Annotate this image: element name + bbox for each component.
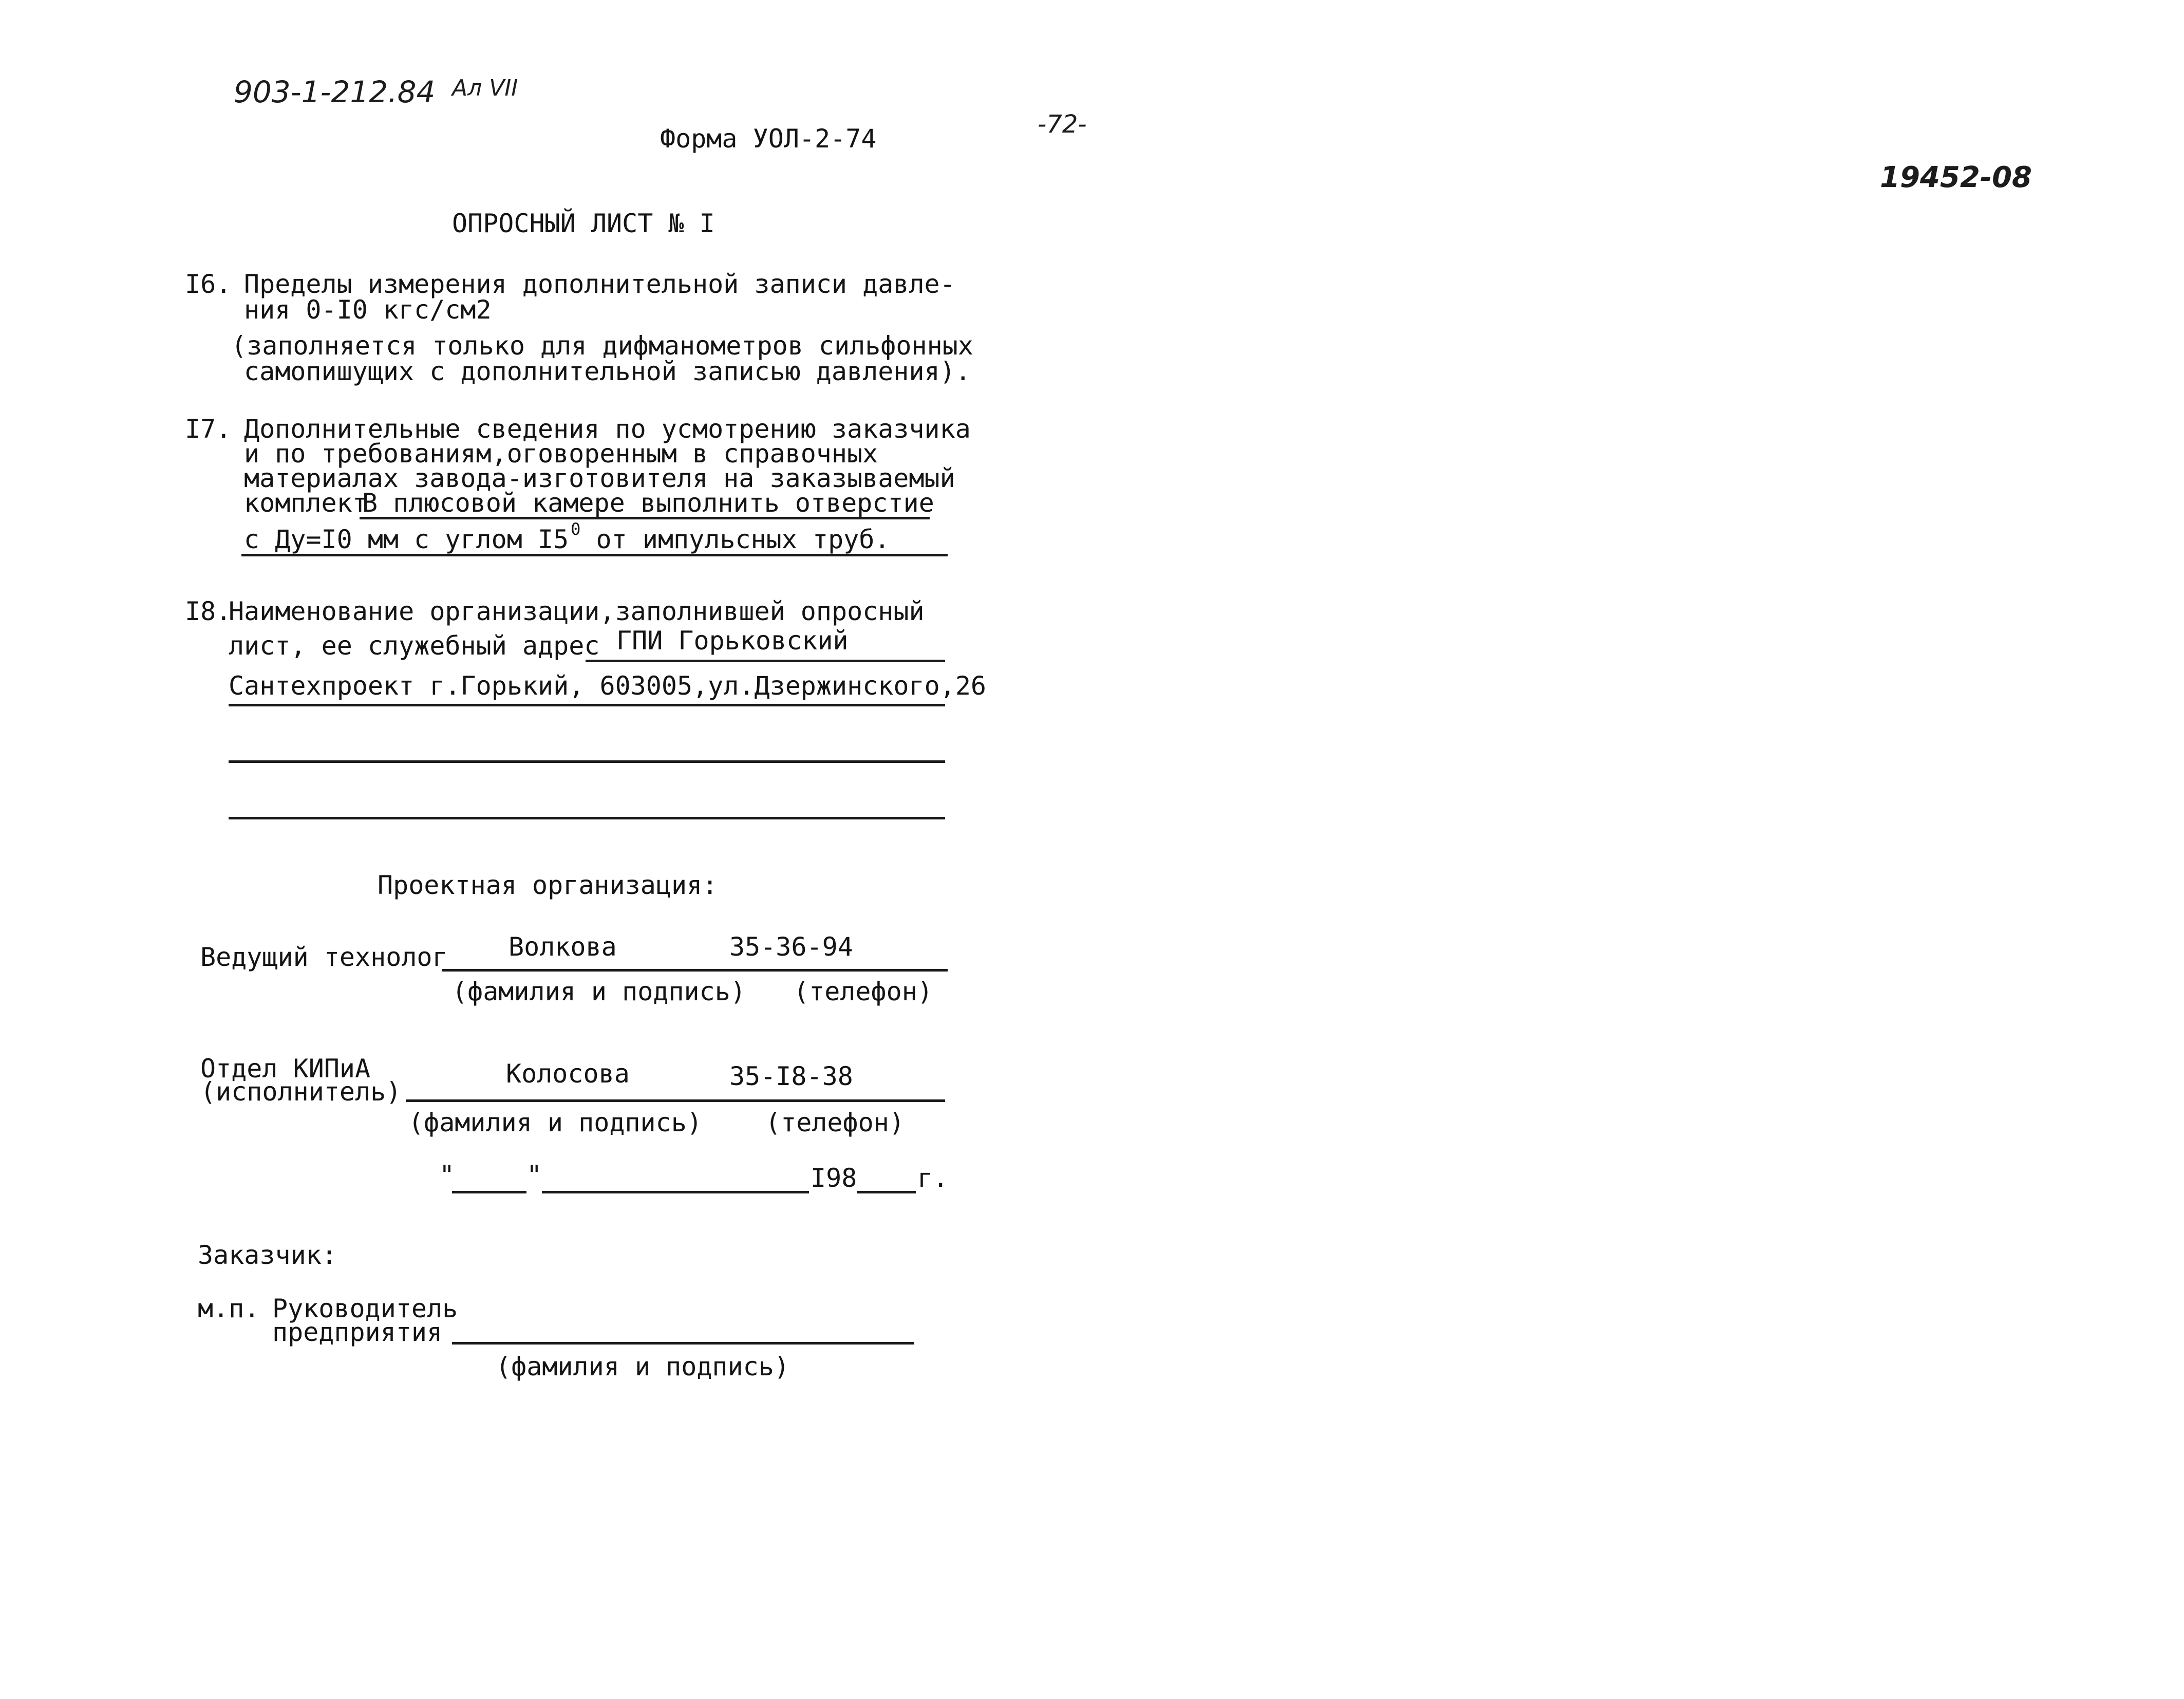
item17-line5 xyxy=(244,519,890,554)
item18-line3-value: Сантехпроект г.Горький, 603005,ул.Дзержинского,26 xyxy=(229,671,987,701)
date-quote-open: " xyxy=(439,1160,455,1190)
item18-number: I8. xyxy=(185,596,232,626)
item17-number: I7. xyxy=(185,414,232,444)
stamp-mark: м.п. xyxy=(198,1294,260,1323)
lead-technologist-phone: 35-36-94 xyxy=(729,932,853,962)
dept-name-caption: (фамилия и подпись) xyxy=(408,1108,702,1137)
dept-executor-underline xyxy=(406,1099,945,1102)
date-day-blank xyxy=(452,1191,526,1193)
item16-line1: Пределы измерения дополнительной записи давле- xyxy=(244,269,955,299)
dept-phone-caption: (телефон) xyxy=(765,1108,905,1137)
item17-line2: и по требованиям,оговоренным в справочных xyxy=(244,439,878,469)
item17-line4-underline xyxy=(360,517,930,519)
dept-executor-phone: 35-I8-38 xyxy=(729,1061,853,1091)
page-title: ОПРОСНЫЙ ЛИСТ № I xyxy=(452,209,715,238)
item17-line4-label: комплект xyxy=(244,488,368,518)
blank-line-2 xyxy=(229,817,945,819)
item17-line4-value: В плюсовой камере выполнить отверстие xyxy=(362,488,934,518)
blank-line-1 xyxy=(229,760,945,763)
item18-line2-label: лист, ее служебный адрес xyxy=(229,631,600,661)
dept-executor-name: Колосова xyxy=(506,1059,630,1089)
page-number: -72- xyxy=(1038,110,1087,139)
lead-phone-caption: (телефон) xyxy=(794,977,933,1006)
item16-number: I6. xyxy=(185,269,232,299)
dept-label-line1: Отдел КИПиА xyxy=(200,1054,371,1084)
item18-line2-underline xyxy=(586,660,945,662)
date-year-blank xyxy=(857,1191,916,1193)
date-month-blank xyxy=(542,1191,809,1193)
enterprise-head-caption: (фамилия и подпись) xyxy=(496,1352,789,1381)
lead-technologist-label: Ведущий технолог xyxy=(200,942,448,972)
item17-line3: материалах завода-изготовителя на заказываемый xyxy=(244,463,955,493)
item17-line5-value: с Ду=I0 мм с углом I5 xyxy=(244,525,569,554)
enterprise-head-label2: предприятия xyxy=(272,1317,443,1347)
lead-technologist-underline xyxy=(442,969,948,972)
item18-line2-value: ГПИ Горьковский xyxy=(616,626,849,656)
enterprise-head-label1: Руководитель xyxy=(272,1294,458,1323)
item16-note2: самопишущих с дополнительной записью давления). xyxy=(244,357,971,386)
item18-line3-underline xyxy=(229,704,945,706)
item17-line5-tail: от импульсных труб. xyxy=(596,525,890,554)
archive-number: 19452-08 xyxy=(1880,161,2032,194)
date-quote-close: " xyxy=(526,1160,542,1190)
date-year: I98 xyxy=(811,1163,857,1193)
project-code: 903-1-212.84 xyxy=(234,74,436,109)
album-mark: Ал VII xyxy=(452,75,518,101)
customer-heading: Заказчик: xyxy=(198,1240,337,1270)
degree-mark: 0 xyxy=(571,519,581,539)
item16-note1: (заполняется только для дифманометров сильфонных xyxy=(231,331,973,361)
form-name: Форма УОЛ-2-74 xyxy=(660,124,877,154)
enterprise-head-underline xyxy=(452,1342,914,1345)
lead-technologist-name: Волкова xyxy=(509,932,617,962)
item17-line5-underline xyxy=(241,554,948,556)
lead-name-caption: (фамилия и подпись) xyxy=(452,977,746,1006)
item18-line1: Наименование организации,заполнившей опросный xyxy=(229,596,925,626)
date-year-suffix: г. xyxy=(917,1163,949,1193)
design-org-heading: Проектная организация: xyxy=(378,870,718,900)
item16-line2: ния 0-I0 кгс/см2 xyxy=(244,295,492,325)
dept-label-line2: (исполнитель) xyxy=(200,1077,402,1107)
item17-line1: Дополнительные сведения по усмотрению заказчика xyxy=(244,414,971,444)
